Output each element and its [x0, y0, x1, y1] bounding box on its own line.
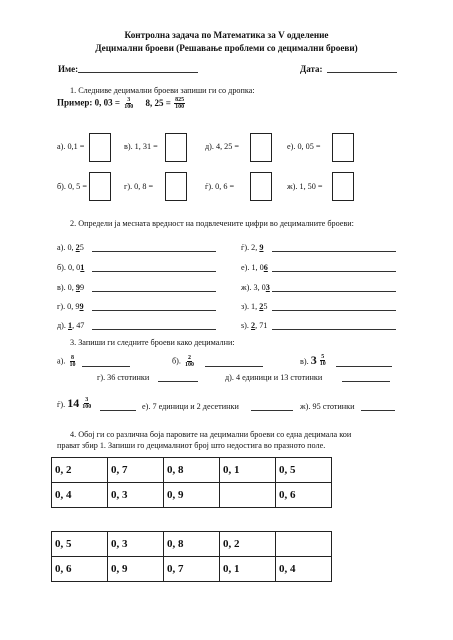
task3-answer-e[interactable] — [251, 410, 293, 411]
task2-underlined-digit: 3 — [265, 283, 270, 292]
table-row — [52, 483, 332, 508]
task3-a-denominator: 10 — [69, 362, 76, 368]
task2-item-prefix: ѕ). — [241, 321, 252, 330]
task3-item-d: д). 4 единици и 13 стотинки — [225, 373, 323, 382]
task1-item-g: г). 0, 8 = — [124, 182, 154, 191]
task3-gj-fraction — [81, 397, 92, 410]
name-field[interactable] — [78, 72, 198, 73]
task2-answer-right-0[interactable] — [272, 251, 396, 252]
task3-item-b — [172, 355, 196, 368]
task3-item-g: г). 36 стотинки — [97, 373, 150, 382]
task2-answer-right-2[interactable] — [272, 291, 396, 292]
table-cell[interactable]: 0, 8 — [164, 458, 220, 483]
task1-item-gj: ѓ). 0, 6 = — [205, 182, 235, 191]
task2-answer-left-1[interactable] — [92, 271, 216, 272]
task2-item-prefix: ж). 3, 0 — [241, 283, 266, 292]
task1-answer-box-gj[interactable] — [250, 172, 272, 201]
task2-item-left-1 — [57, 263, 84, 272]
table-cell[interactable]: 0, 3 — [108, 532, 164, 557]
task2-underlined-digit: 6 — [263, 263, 268, 272]
task2-answer-left-3[interactable] — [92, 310, 216, 311]
table-cell[interactable]: 0, 3 — [108, 483, 164, 508]
task3-gj-mixed — [67, 396, 93, 411]
task1-example — [57, 97, 186, 110]
task2-item-prefix: а). 0, — [57, 243, 76, 252]
empty-cell-input[interactable] — [220, 483, 276, 508]
task2-item-right-4 — [241, 321, 267, 330]
task3-b-numerator: 2 — [188, 355, 191, 361]
table-cell[interactable]: 0, 6 — [52, 557, 108, 582]
task2-underlined-digit: 2 — [259, 302, 264, 311]
task1-answer-box-g[interactable] — [165, 172, 187, 201]
task1-answer-box-d[interactable] — [250, 133, 272, 162]
task2-answer-right-1[interactable] — [272, 271, 396, 272]
task3-v-whole: 3 — [310, 353, 317, 367]
task1-instruction: 1. Следниве децимални броеви запиши ги со дропка: — [70, 86, 255, 95]
example-label: Пример: — [57, 97, 93, 108]
table-row — [52, 532, 332, 557]
task3-item-e: е). 7 единици и 2 десетинки — [142, 402, 239, 411]
task3-answer-v[interactable] — [336, 366, 392, 367]
task3-item-zh: ж). 95 стотинки — [300, 402, 355, 411]
task3-b-fraction — [184, 355, 195, 368]
task3-a-fraction — [68, 355, 76, 368]
task2-answer-right-4[interactable] — [272, 329, 396, 330]
table-cell[interactable]: 0, 2 — [52, 458, 108, 483]
table-cell[interactable]: 0, 7 — [164, 557, 220, 582]
task3-v-numerator: 5 — [321, 354, 325, 360]
example1-numerator: 3 — [127, 97, 131, 103]
task3-a-numerator: 8 — [70, 355, 74, 361]
task1-answer-box-zh[interactable] — [332, 172, 354, 201]
task1-item-a: а). 0,1 = — [57, 142, 85, 151]
task3-answer-b[interactable] — [205, 366, 263, 367]
example2-lhs: 8, 25 = — [145, 97, 171, 108]
task2-underlined-digit: 9 — [79, 302, 84, 311]
page-title: Контролна задача по Математика за V одделение — [124, 30, 329, 40]
task3-item-v — [300, 353, 328, 368]
task3-instruction: 3. Запиши ги следните броеви како децимални: — [70, 338, 235, 347]
table-cell[interactable]: 0, 9 — [164, 483, 220, 508]
task2-underlined-digit: 2 — [251, 321, 256, 330]
date-label: Дата: — [300, 64, 323, 74]
task2-item-left-4 — [57, 321, 84, 330]
task2-underlined-digit: 2 — [75, 243, 80, 252]
task1-item-zh: ж). 1, 50 = — [287, 182, 323, 191]
example2-denominator: 100 — [175, 104, 185, 110]
task3-b-denominator: 100 — [185, 362, 194, 368]
task2-item-suffix: 5 — [263, 302, 268, 311]
task2-item-prefix: в). 0, — [57, 283, 76, 292]
task1-answer-box-v[interactable] — [165, 133, 187, 162]
task2-item-prefix: з). 1, — [241, 302, 260, 311]
task3-item-a — [57, 355, 77, 368]
task2-instruction: 2. Определи ја месната вредност на подвлечените цифри во децималните броеви: — [70, 219, 354, 228]
pairs-table-1 — [51, 457, 332, 508]
task1-item-b: б). 0, 5 = — [57, 182, 87, 191]
table-cell[interactable]: 0, 9 — [108, 557, 164, 582]
task2-item-prefix: г). 0, 9 — [57, 302, 80, 311]
task4-instruction-line1: 4. Обој ги со различна боја паровите на децимални броеви со една децимала кои — [70, 430, 352, 439]
task2-item-left-3 — [57, 302, 84, 311]
task2-item-suffix: 9 — [79, 283, 85, 292]
task3-answer-zh[interactable] — [361, 410, 395, 411]
table-cell[interactable]: 0, 1 — [220, 458, 276, 483]
task2-answer-left-0[interactable] — [92, 251, 216, 252]
example1-denominator: 100 — [124, 104, 134, 110]
table-cell[interactable]: 0, 4 — [276, 557, 332, 582]
task1-answer-box-e[interactable] — [332, 133, 354, 162]
task3-answer-gj[interactable] — [100, 410, 136, 411]
task2-item-prefix: ѓ). 2, — [241, 243, 260, 252]
name-label: Име: — [58, 64, 79, 74]
task3-a-label: а). — [57, 356, 66, 366]
task2-item-prefix: д). — [57, 321, 68, 330]
task3-gj-denominator: 100 — [82, 404, 92, 410]
task2-item-prefix: е). 1, 0 — [241, 263, 264, 272]
task3-answer-d[interactable] — [342, 381, 390, 382]
table-cell[interactable]: 0, 7 — [108, 458, 164, 483]
table-row — [52, 458, 332, 483]
task4-instruction-line2: прават збир 1. Запиши го децималниот број што недостига во празното поле. — [57, 441, 326, 450]
task3-answer-a[interactable] — [82, 366, 130, 367]
example2-numerator: 825 — [175, 97, 185, 103]
task2-item-right-2 — [241, 283, 270, 292]
task3-v-mixed — [311, 353, 328, 368]
task1-answer-box-b[interactable] — [89, 172, 111, 201]
table-cell[interactable]: 0, 8 — [164, 532, 220, 557]
task2-underlined-digit: 9 — [75, 283, 80, 292]
example1-fraction — [123, 97, 134, 110]
task2-item-left-0 — [57, 243, 84, 252]
table-cell[interactable]: 0, 1 — [220, 557, 276, 582]
task2-underlined-digit: 1 — [80, 263, 85, 272]
task2-answer-left-2[interactable] — [92, 291, 216, 292]
task2-answer-right-3[interactable] — [272, 310, 396, 311]
table-cell[interactable]: 0, 5 — [276, 458, 332, 483]
task3-v-label: в). — [300, 357, 309, 366]
page-subtitle: Децимални броеви (Решавање проблеми со децимални броеви) — [95, 43, 358, 53]
task3-gj-numerator: 3 — [85, 397, 89, 403]
pairs-table-2 — [51, 531, 332, 582]
task2-item-right-0 — [241, 243, 263, 252]
task2-item-prefix: б). 0, 0 — [57, 263, 81, 272]
empty-cell-input[interactable] — [276, 532, 332, 557]
task2-item-left-2 — [57, 283, 84, 292]
task1-item-v: в). 1, 31 = — [124, 142, 158, 151]
task2-item-right-1 — [241, 263, 268, 272]
date-field[interactable] — [327, 72, 397, 73]
task3-gj-whole: 14 — [67, 396, 80, 410]
task2-underlined-digit: 9 — [259, 243, 264, 252]
task3-v-denominator: 10 — [319, 361, 326, 367]
table-cell[interactable]: 0, 4 — [52, 483, 108, 508]
example2-fraction — [174, 97, 185, 110]
task2-item-suffix: 5 — [79, 243, 84, 252]
task2-item-suffix: , 47 — [72, 321, 85, 330]
task2-answer-left-4[interactable] — [92, 329, 216, 330]
task1-item-e: е). 0, 05 = — [287, 142, 321, 151]
task1-item-d: д). 4, 25 = — [205, 142, 240, 151]
task3-v-fraction — [319, 354, 327, 367]
task3-gj-label: ѓ). — [57, 400, 66, 409]
table-row — [52, 557, 332, 582]
task3-item-gj — [57, 396, 93, 411]
task2-item-suffix: , 71 — [255, 321, 268, 330]
task2-item-right-3 — [241, 302, 267, 311]
table-cell[interactable]: 0, 2 — [220, 532, 276, 557]
table-cell[interactable]: 0, 6 — [276, 483, 332, 508]
task2-underlined-digit: 1 — [68, 321, 73, 330]
task3-b-label: б). — [172, 356, 181, 366]
example1-lhs: 0, 03 = — [94, 97, 120, 108]
task1-answer-box-a[interactable] — [89, 133, 111, 162]
table-cell[interactable]: 0, 5 — [52, 532, 108, 557]
task3-answer-g[interactable] — [158, 381, 198, 382]
